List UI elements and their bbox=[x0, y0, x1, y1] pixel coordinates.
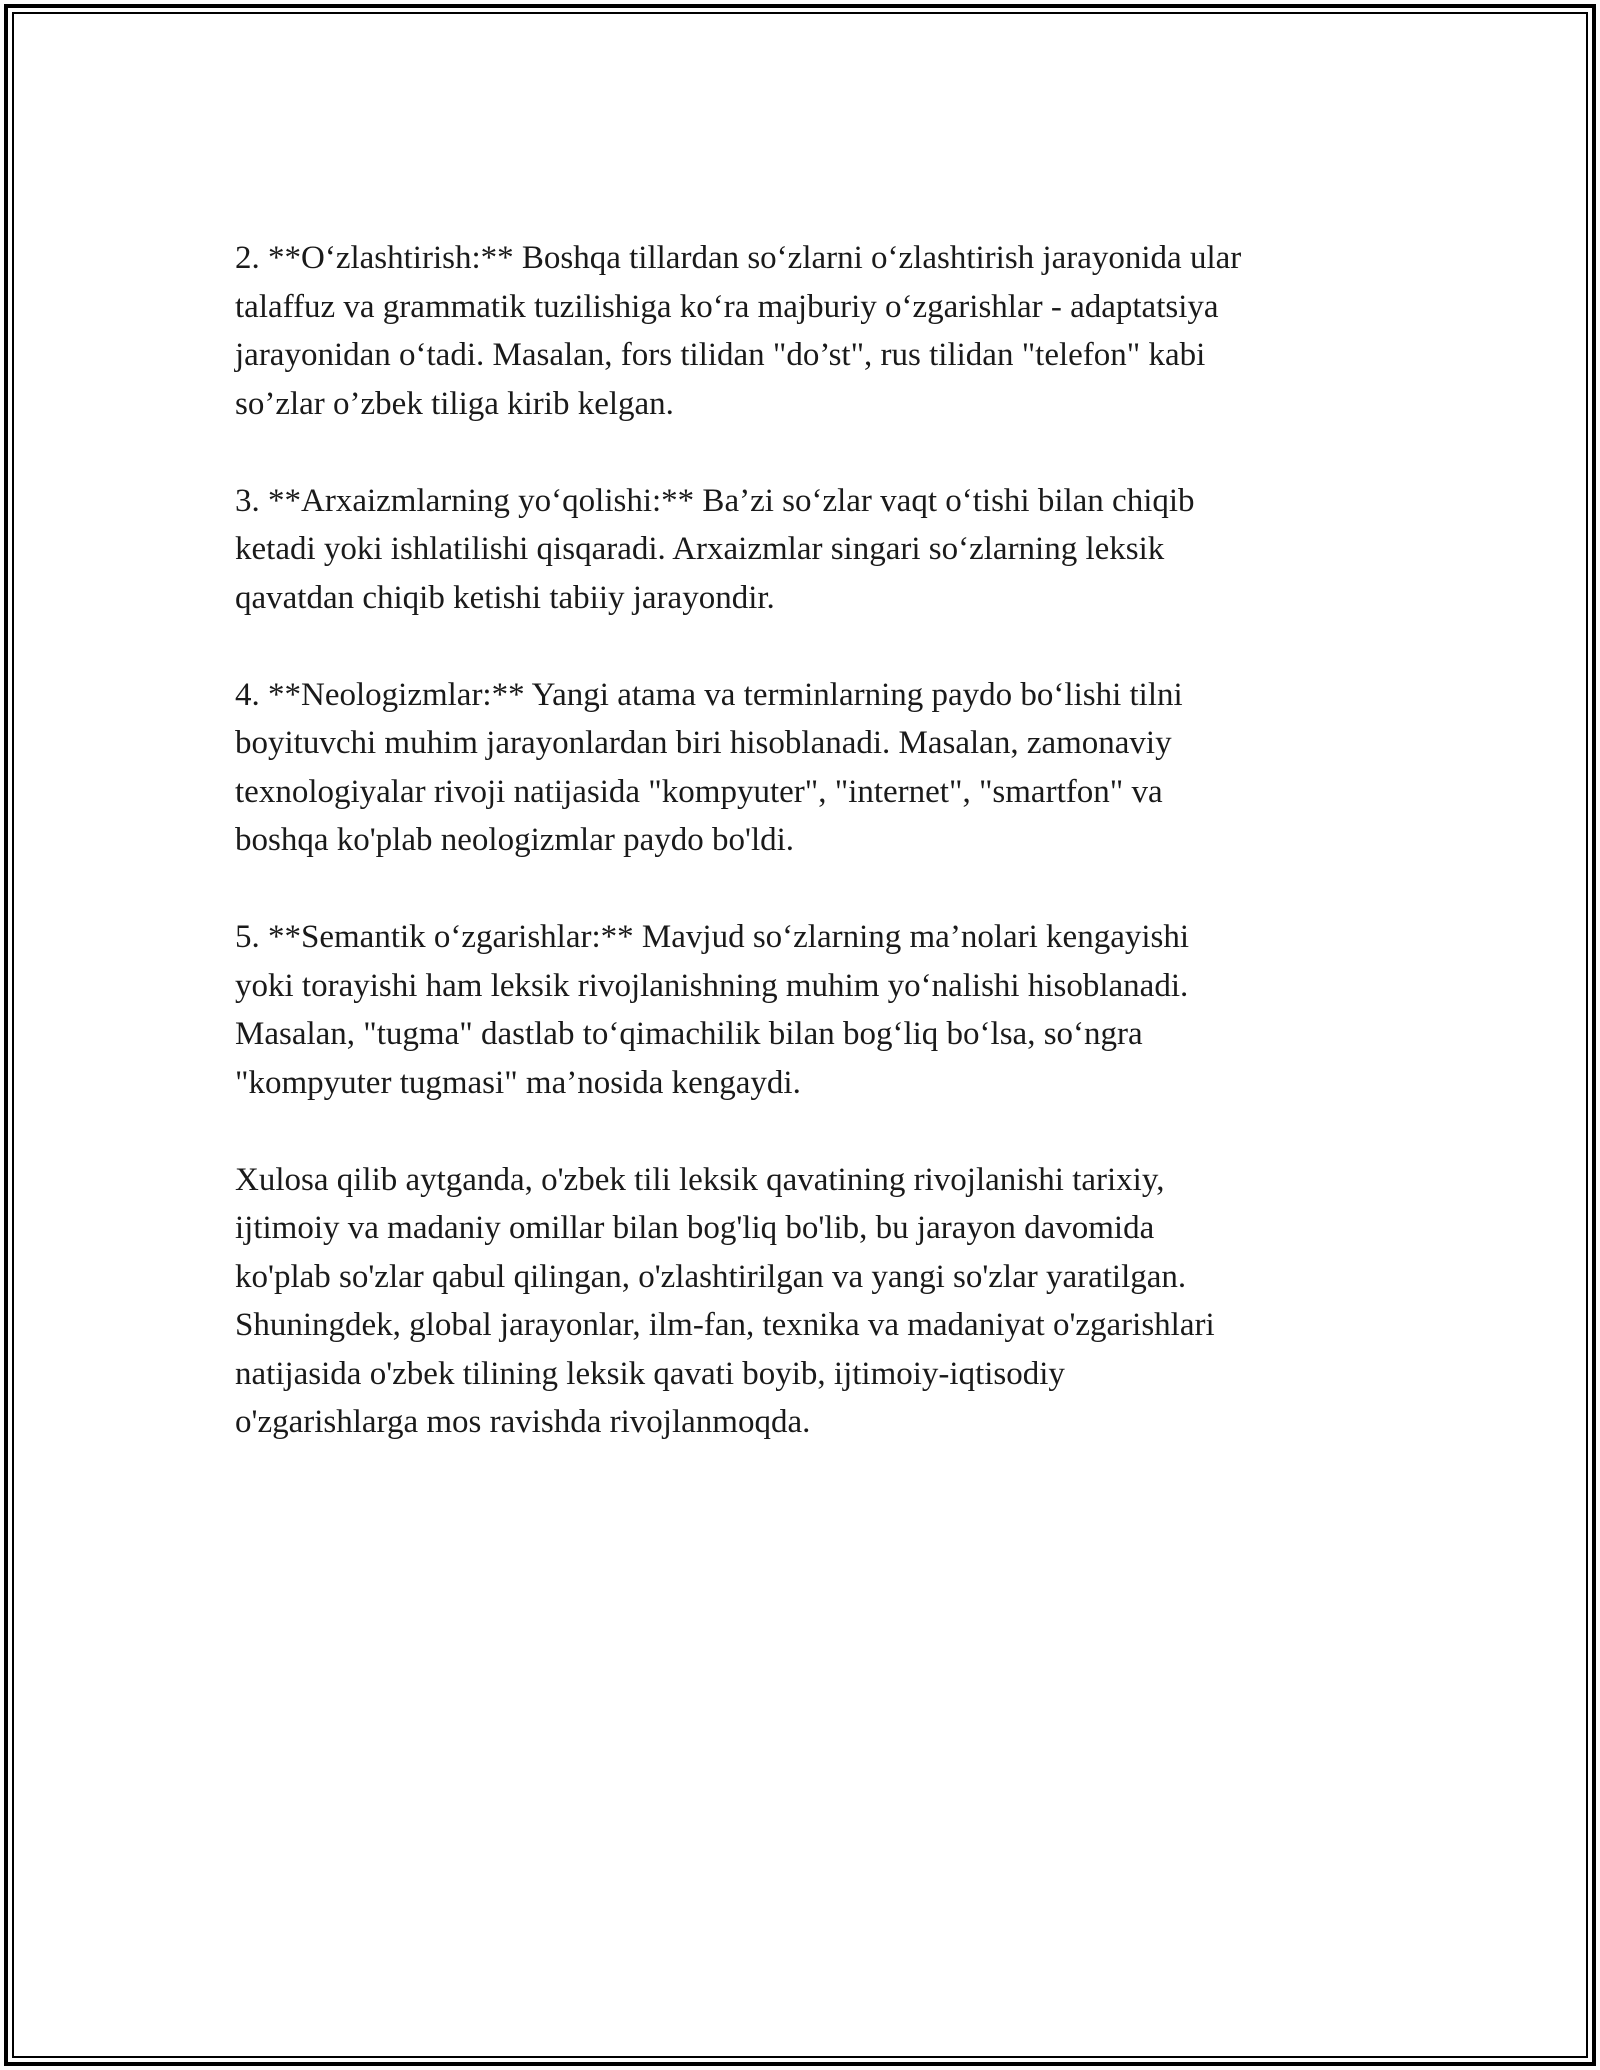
document-body bbox=[235, 234, 1365, 1447]
paragraph-ozlashtirish bbox=[235, 234, 1365, 428]
text-line: Shuningdek, global jarayonlar, ilm-fan, texnika va madaniyat o'zgarishlari bbox=[235, 1307, 1215, 1343]
paragraph-xulosa bbox=[235, 1156, 1365, 1447]
paragraph-neologizmlar bbox=[235, 671, 1365, 865]
text-line: Xulosa qilib aytganda, o'zbek tili leksik qavatining rivojlanishi tarixiy, bbox=[235, 1161, 1165, 1198]
text-line: ko'plab so'zlar qabul qilingan, o'zlashtirilgan va yangi so'zlar yaratilgan. bbox=[235, 1258, 1187, 1295]
text-line: Masalan, "tugma" dastlab to‘qimachilik bilan bog‘liq bo‘lsa, so‘ngra bbox=[235, 1016, 1143, 1052]
text-line: texnologiyalar rivoji natijasida "kompyuter", "internet", "smartfon" va bbox=[235, 773, 1163, 810]
text-line: natijasida o'zbek tilining leksik qavati boyib, ijtimoiy-iqtisodiy bbox=[235, 1355, 1065, 1392]
text-line: talaffuz va grammatik tuzilishiga ko‘ra majburiy o‘zgarishlar - adaptatsiya bbox=[235, 288, 1219, 325]
text-line: boshqa ko'plab neologizmlar paydo bo'ldi. bbox=[235, 822, 795, 858]
text-line: "kompyuter tugmasi" ma’nosida kengaydi. bbox=[235, 1064, 801, 1101]
text-line: ijtimoiy va madaniy omillar bilan bog'liq bo'lib, bu jarayon davomida bbox=[235, 1210, 1155, 1246]
text-line: yoki torayishi ham leksik rivojlanishning muhim yo‘nalishi hisoblanadi. bbox=[235, 967, 1189, 1004]
text-line: qavatdan chiqib ketishi tabiiy jarayondir. bbox=[235, 579, 775, 616]
text-line: 2. **O‘zlashtirish:** Boshqa tillardan so‘zlarni o‘zlashtirish jarayonida ular bbox=[235, 240, 1242, 276]
text-line: 3. **Arxaizmlarning yo‘qolishi:** Ba’zi so‘zlar vaqt o‘tishi bilan chiqib bbox=[235, 482, 1195, 519]
text-line: jarayonidan o‘tadi. Masalan, fors tilidan "do’st", rus tilidan "telefon" kabi bbox=[235, 337, 1206, 373]
paragraph-semantik bbox=[235, 913, 1365, 1107]
paragraph-arxaizmlar bbox=[235, 477, 1365, 623]
text-line: boyituvchi muhim jarayonlardan biri hisoblanadi. Masalan, zamonaviy bbox=[235, 725, 1172, 761]
text-line: o'zgarishlarga mos ravishda rivojlanmoqda. bbox=[235, 1404, 811, 1440]
text-line: 5. **Semantik o‘zgarishlar:** Mavjud so‘zlarning ma’nolari kengayishi bbox=[235, 919, 1190, 955]
text-line: ketadi yoki ishlatilishi qisqaradi. Arxaizmlar singari so‘zlarning leksik bbox=[235, 531, 1165, 567]
text-line: 4. **Neologizmlar:** Yangi atama va terminlarning paydo bo‘lishi tilni bbox=[235, 676, 1183, 713]
text-line: so’zlar o’zbek tiliga kirib kelgan. bbox=[235, 385, 674, 422]
